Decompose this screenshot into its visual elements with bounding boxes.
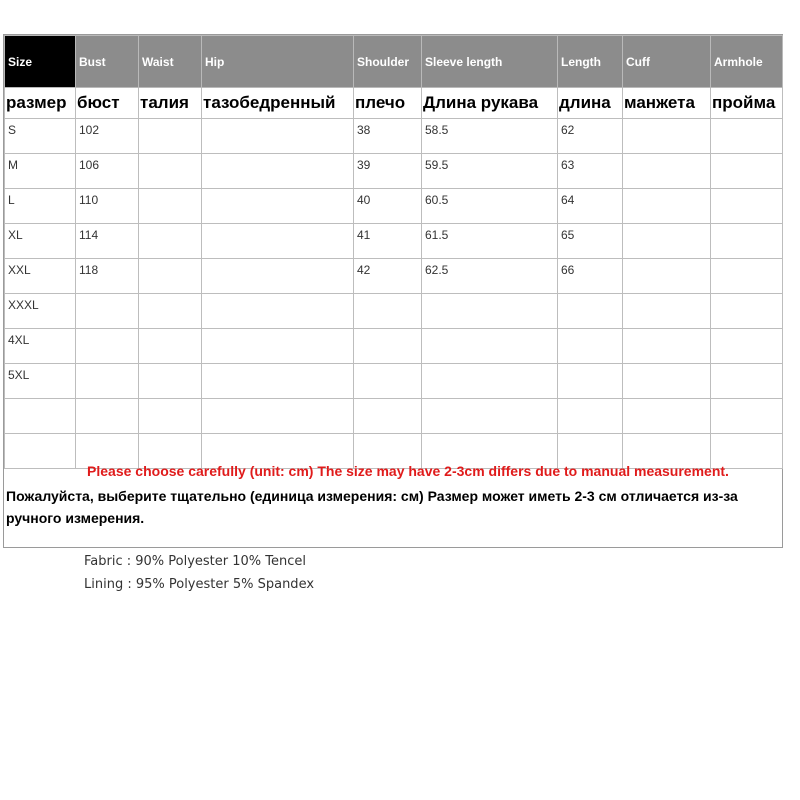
table-cell [202,189,354,224]
table-row [5,399,783,434]
table-row [5,189,783,224]
table-row [5,154,783,189]
table-cell [711,399,783,434]
table-cell [711,154,783,189]
table-cell [139,224,202,259]
table-cell [558,364,623,399]
table-cell: бюст [76,88,139,119]
table-cell: 66 [558,259,623,294]
table-cell [623,294,711,329]
header-row-russian [5,88,783,119]
table-cell: 38 [354,119,422,154]
table-cell [139,154,202,189]
table-cell: тазобедренный [202,88,354,119]
fabric-composition: Fabric : 90% Polyester 10% Tencel [84,554,307,569]
table-cell: Shoulder [354,36,422,88]
table-cell [354,399,422,434]
lining-composition: Lining : 95% Polyester 5% Spandex [84,577,315,592]
table-cell [202,119,354,154]
table-cell: плечо [354,88,422,119]
table-cell [558,294,623,329]
table-cell [354,364,422,399]
notice-russian: Пожалуйста, выберите тщательно (единица измерения: см) Размер может иметь 2-3 см отличается из-за ручного измерения. [6,488,738,526]
table-cell [76,399,139,434]
table-cell [711,189,783,224]
table-cell: 40 [354,189,422,224]
table-cell: 106 [76,154,139,189]
fabric-info [84,550,314,596]
table-cell [139,399,202,434]
table-cell: 41 [354,224,422,259]
table-cell: 39 [354,154,422,189]
table-cell: 4XL [5,329,76,364]
table-cell: M [5,154,76,189]
table-cell: 59.5 [422,154,558,189]
table-cell [139,364,202,399]
table-cell [354,329,422,364]
table-cell [711,364,783,399]
table-row [5,294,783,329]
table-row [5,224,783,259]
table-cell [422,399,558,434]
measurement-notice [4,451,782,529]
table-cell [76,294,139,329]
table-cell: 65 [558,224,623,259]
table-cell: 102 [76,119,139,154]
table-row [5,364,783,399]
table-cell: длина [558,88,623,119]
table-cell [354,294,422,329]
table-cell [623,364,711,399]
table-cell: 62 [558,119,623,154]
table-cell [422,329,558,364]
table-cell [76,364,139,399]
table-cell [139,189,202,224]
table-cell [139,329,202,364]
table-cell [558,329,623,364]
table-cell [202,259,354,294]
table-cell: 60.5 [422,189,558,224]
table-cell [711,329,783,364]
table-cell: 62.5 [422,259,558,294]
table-cell [202,294,354,329]
size-chart [3,34,783,548]
table-row [5,119,783,154]
table-cell [711,294,783,329]
table-cell [623,329,711,364]
table-cell: 58.5 [422,119,558,154]
table-cell: Size [5,36,76,88]
table-cell [623,399,711,434]
table-cell: 61.5 [422,224,558,259]
table-cell [623,189,711,224]
table-cell [422,364,558,399]
table-cell [5,399,76,434]
table-cell: Waist [139,36,202,88]
table-cell: Bust [76,36,139,88]
header-row-english [5,36,783,88]
table-cell: Cuff [623,36,711,88]
table-cell: XXXL [5,294,76,329]
table-cell: 5XL [5,364,76,399]
table-cell: S [5,119,76,154]
table-cell: 118 [76,259,139,294]
table-cell [202,224,354,259]
table-row [5,259,783,294]
size-table [4,35,783,469]
table-cell [711,224,783,259]
table-cell: 114 [76,224,139,259]
table-cell [139,294,202,329]
table-cell [623,119,711,154]
table-cell: 63 [558,154,623,189]
table-cell: 110 [76,189,139,224]
notice-english: Please choose carefully (unit: cm) The size may have 2-3cm differs due to manual measurement. [87,463,729,479]
table-row [5,329,783,364]
table-cell: размер [5,88,76,119]
table-cell [76,329,139,364]
table-cell [139,259,202,294]
table-cell [202,364,354,399]
table-cell: 42 [354,259,422,294]
table-cell: L [5,189,76,224]
table-cell: Sleeve length [422,36,558,88]
table-cell [711,259,783,294]
table-cell [202,154,354,189]
table-cell: 64 [558,189,623,224]
table-cell [422,294,558,329]
table-cell: талия [139,88,202,119]
table-cell: Hip [202,36,354,88]
table-cell [711,119,783,154]
table-cell: пройма [711,88,783,119]
table-cell [623,224,711,259]
table-cell: XL [5,224,76,259]
table-cell: Длина рукава [422,88,558,119]
table-cell [139,119,202,154]
table-cell: XXL [5,259,76,294]
table-cell: Length [558,36,623,88]
table-cell: манжета [623,88,711,119]
table-cell [558,399,623,434]
table-cell [202,399,354,434]
table-cell: Armhole [711,36,783,88]
table-cell [623,259,711,294]
table-cell [623,154,711,189]
table-cell [202,329,354,364]
